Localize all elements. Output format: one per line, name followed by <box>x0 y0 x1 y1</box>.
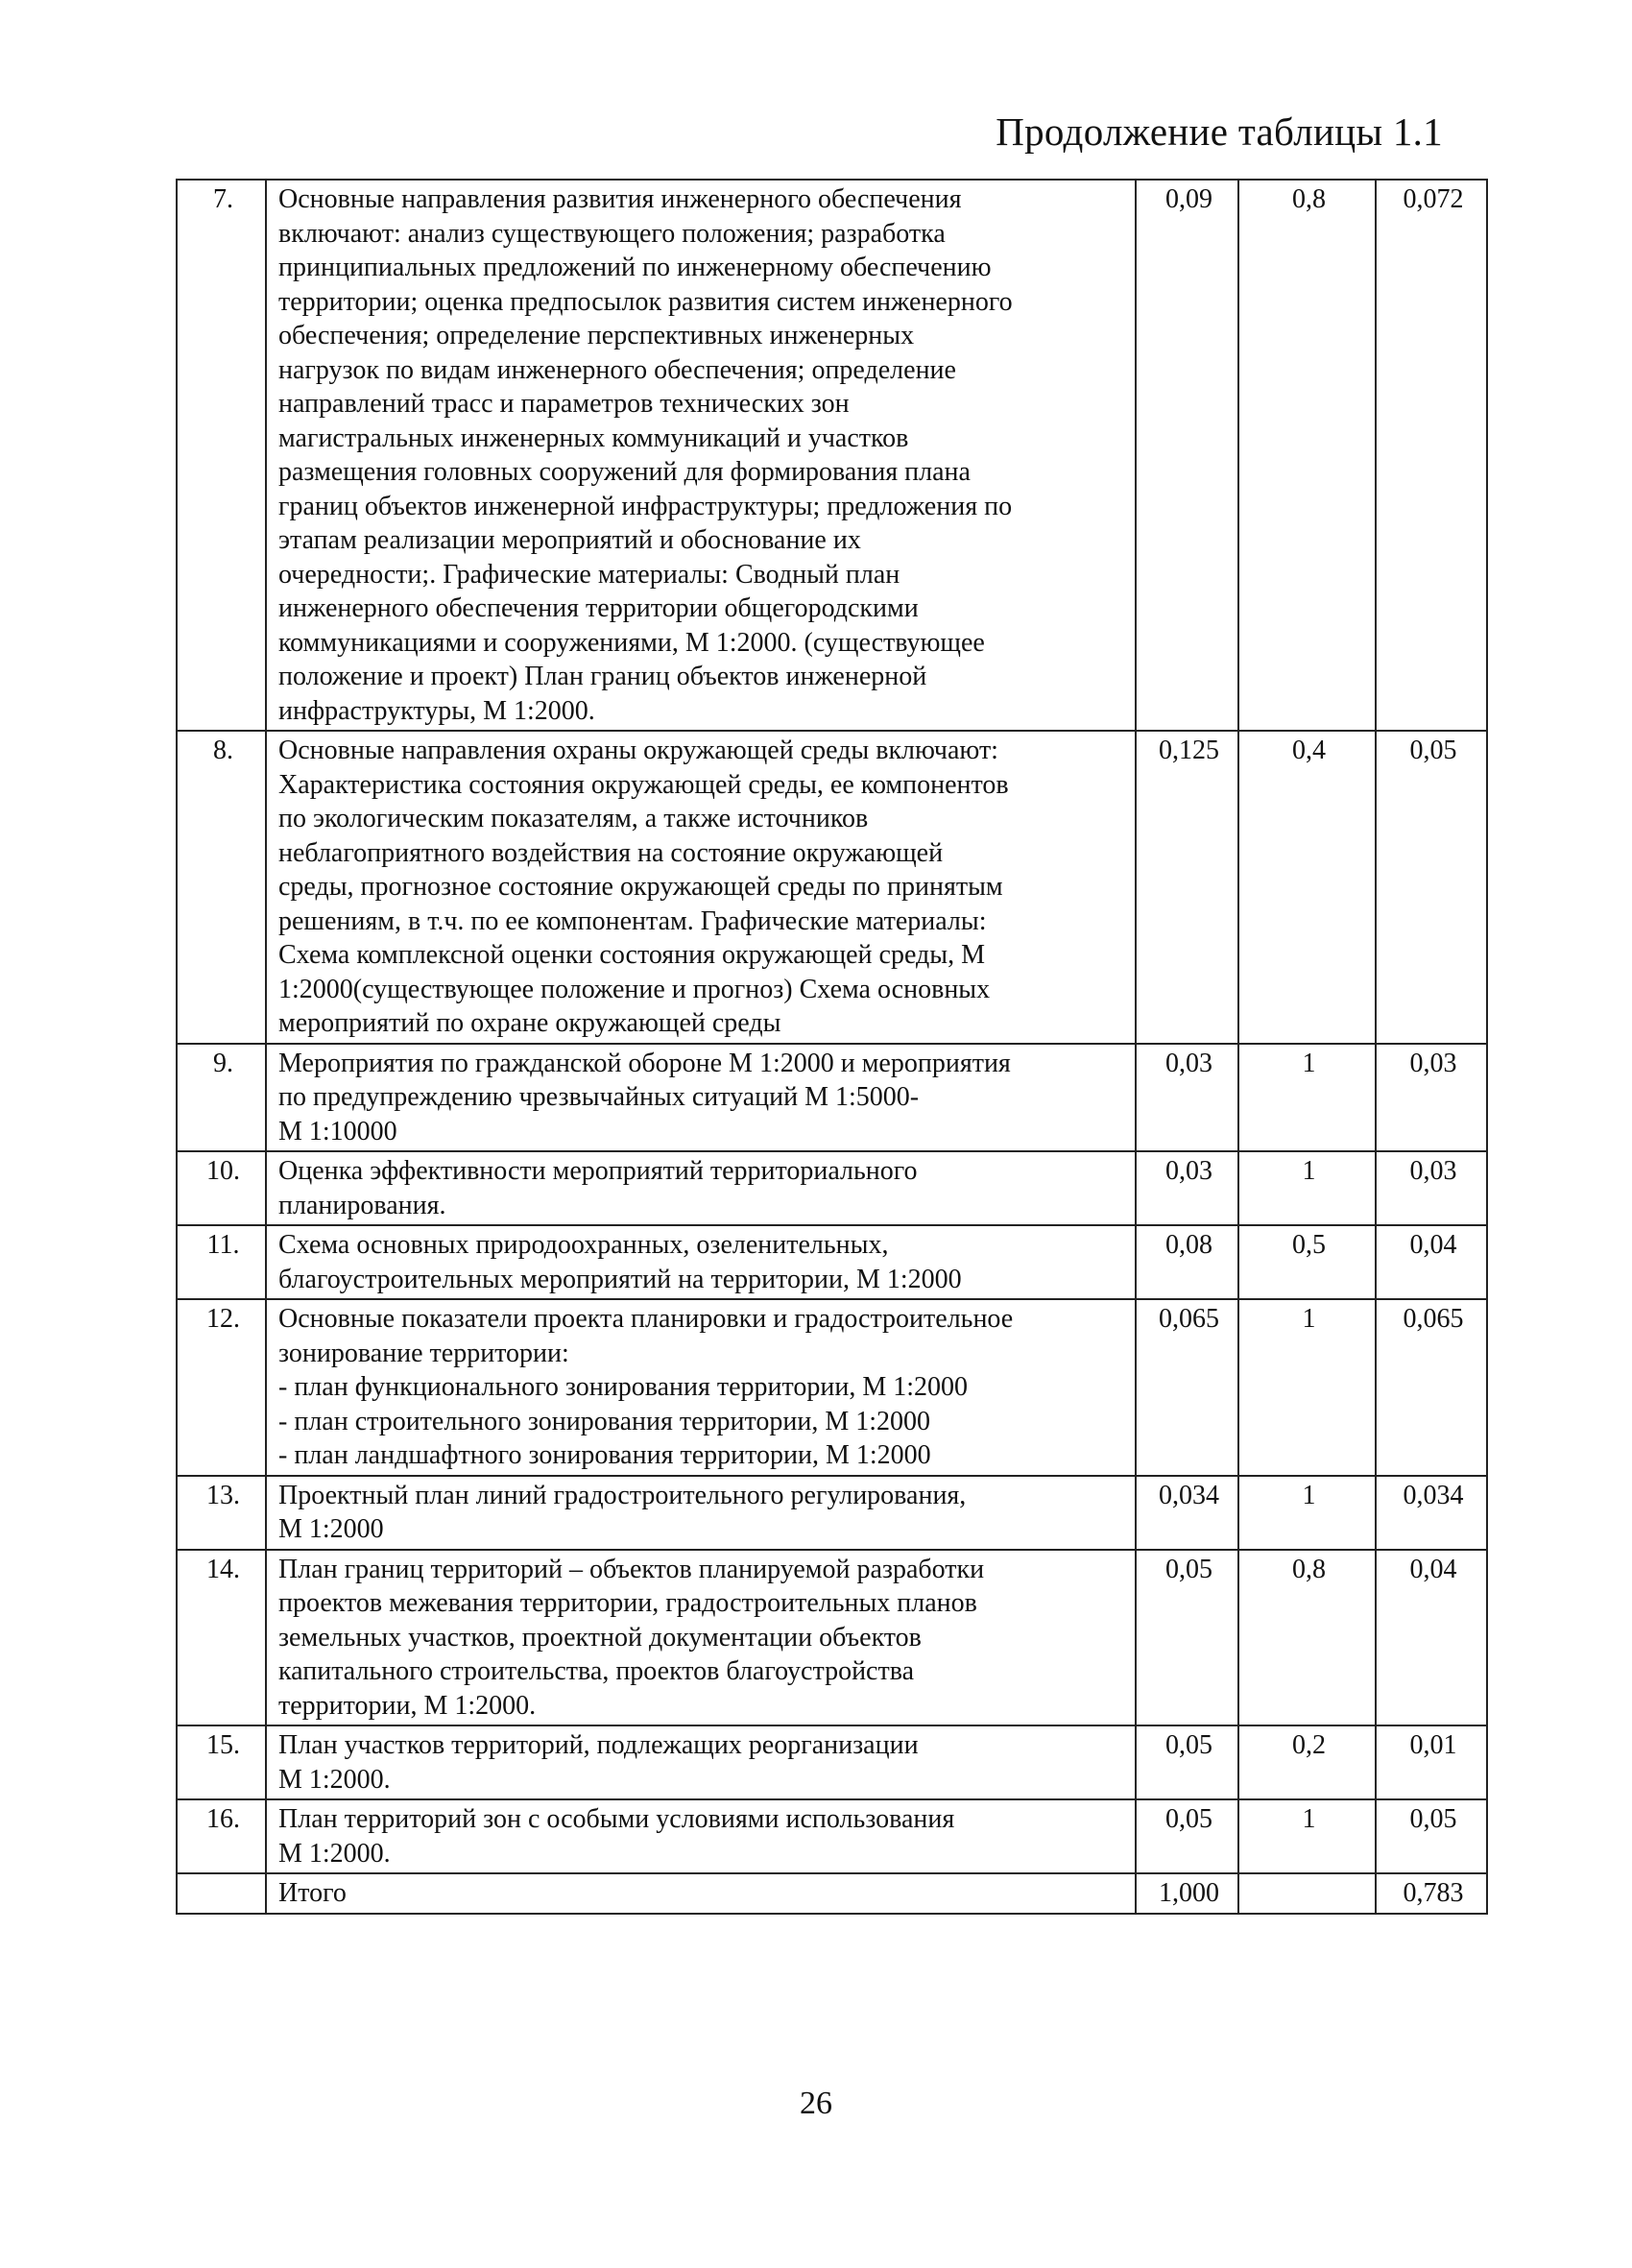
row-description: План территорий зон с особыми условиями использования М 1:2000. <box>266 1799 1136 1873</box>
row-value-a: 0,03 <box>1136 1151 1238 1225</box>
row-value-b: 0,4 <box>1238 731 1376 1044</box>
row-value-a: 0,125 <box>1136 731 1238 1044</box>
row-description: Основные показатели проекта планировки и градостроительное зонирование территории: - план функционального зонирования территории, М 1:2000 - план строительного зонирования территории, М 1:2000 - план ландшафтного зонирования территории, М 1:2000 <box>266 1299 1136 1476</box>
row-value-b: 1 <box>1238 1799 1376 1873</box>
row-value-c: 0,04 <box>1376 1550 1487 1726</box>
row-value-a: 0,05 <box>1136 1799 1238 1873</box>
row-description: План участков территорий, подлежащих реорганизации М 1:2000. <box>266 1725 1136 1799</box>
row-value-b: 0,8 <box>1238 180 1376 731</box>
row-value-c: 0,04 <box>1376 1225 1487 1299</box>
row-number: 16. <box>177 1799 266 1873</box>
row-number: 9. <box>177 1044 266 1152</box>
page-number: 26 <box>800 2086 832 2121</box>
cost-coefficient-table <box>176 179 1488 1915</box>
row-value-c: 0,03 <box>1376 1151 1487 1225</box>
table-row <box>177 180 1487 731</box>
row-value-c: 0,05 <box>1376 731 1487 1044</box>
row-value-c: 0,072 <box>1376 180 1487 731</box>
row-value-b: 1 <box>1238 1299 1376 1476</box>
table-row <box>177 1799 1487 1873</box>
row-value-a: 0,034 <box>1136 1476 1238 1550</box>
total-row <box>177 1873 1487 1914</box>
row-number: 12. <box>177 1299 266 1476</box>
row-description: Основные направления охраны окружающей среды включают: Характеристика состояния окружающей среды, ее компонентов по экологическим показателям, а также источников неблагоприятного воздействия на состояние окружающей среды, прогнозное состояние окружающей среды по принятым решениям, в т.ч. по ее компонентам. Графические материалы: Схема комплексной оценки состояния окружающей среды, М 1:2000(существующее положение и прогноз) Схема основных мероприятий по охране окружающей среды <box>266 731 1136 1044</box>
total-value-b <box>1238 1873 1376 1914</box>
row-value-c: 0,03 <box>1376 1044 1487 1152</box>
row-value-a: 0,05 <box>1136 1550 1238 1726</box>
row-value-c: 0,01 <box>1376 1725 1487 1799</box>
row-number: 13. <box>177 1476 266 1550</box>
table-row <box>177 1725 1487 1799</box>
table-row <box>177 1044 1487 1152</box>
total-value-a: 1,000 <box>1136 1873 1238 1914</box>
row-number: 10. <box>177 1151 266 1225</box>
table-row <box>177 1151 1487 1225</box>
table-continuation-title: Продолжение таблицы 1.1 <box>996 109 1443 154</box>
row-number: 14. <box>177 1550 266 1726</box>
row-description: Основные направления развития инженерного обеспечения включают: анализ существующего положения; разработка принципиальных предложений по инженерному обеспечению территории; оценка предпосылок развития систем инженерного обеспечения; определение перспективных инженерных нагрузок по видам инженерного обеспечения; определение направлений трасс и параметров технических зон магистральных инженерных коммуникаций и участков размещения головных сооружений для формирования плана границ объектов инженерной инфраструктуры; предложения по этапам реализации мероприятий и обоснование их очередности;. Графические материалы: Сводный план инженерного обеспечения территории общегородскими коммуникациями и сооружениями, М 1:2000. (существующее положение и проект) План границ объектов инженерной инфраструктуры, М 1:2000. <box>266 180 1136 731</box>
row-value-a: 0,09 <box>1136 180 1238 731</box>
table-row <box>177 1299 1487 1476</box>
row-value-a: 0,08 <box>1136 1225 1238 1299</box>
table-row <box>177 1476 1487 1550</box>
row-description: Схема основных природоохранных, озеленительных, благоустроительных мероприятий на территории, М 1:2000 <box>266 1225 1136 1299</box>
row-description: План границ территорий – объектов планируемой разработки проектов межевания территории, градостроительных планов земельных участков, проектной документации объектов капитального строительства, проектов благоустройства территории, М 1:2000. <box>266 1550 1136 1726</box>
table-row <box>177 1225 1487 1299</box>
row-number: 15. <box>177 1725 266 1799</box>
row-value-b: 1 <box>1238 1476 1376 1550</box>
row-value-b: 0,8 <box>1238 1550 1376 1726</box>
table-row <box>177 731 1487 1044</box>
row-description: Мероприятия по гражданской обороне М 1:2000 и мероприятия по предупреждению чрезвычайных ситуаций М 1:5000- М 1:10000 <box>266 1044 1136 1152</box>
total-label: Итого <box>266 1873 1136 1914</box>
row-value-a: 0,065 <box>1136 1299 1238 1476</box>
total-number-cell <box>177 1873 266 1914</box>
row-value-b: 1 <box>1238 1044 1376 1152</box>
row-value-b: 1 <box>1238 1151 1376 1225</box>
row-value-c: 0,034 <box>1376 1476 1487 1550</box>
row-value-b: 0,2 <box>1238 1725 1376 1799</box>
row-value-a: 0,05 <box>1136 1725 1238 1799</box>
table-row <box>177 1550 1487 1726</box>
row-value-c: 0,065 <box>1376 1299 1487 1476</box>
row-description: Проектный план линий градостроительного регулирования, М 1:2000 <box>266 1476 1136 1550</box>
row-value-c: 0,05 <box>1376 1799 1487 1873</box>
total-value-c: 0,783 <box>1376 1873 1487 1914</box>
row-value-a: 0,03 <box>1136 1044 1238 1152</box>
row-number: 8. <box>177 731 266 1044</box>
row-number: 7. <box>177 180 266 731</box>
row-description: Оценка эффективности мероприятий территориального планирования. <box>266 1151 1136 1225</box>
row-value-b: 0,5 <box>1238 1225 1376 1299</box>
row-number: 11. <box>177 1225 266 1299</box>
